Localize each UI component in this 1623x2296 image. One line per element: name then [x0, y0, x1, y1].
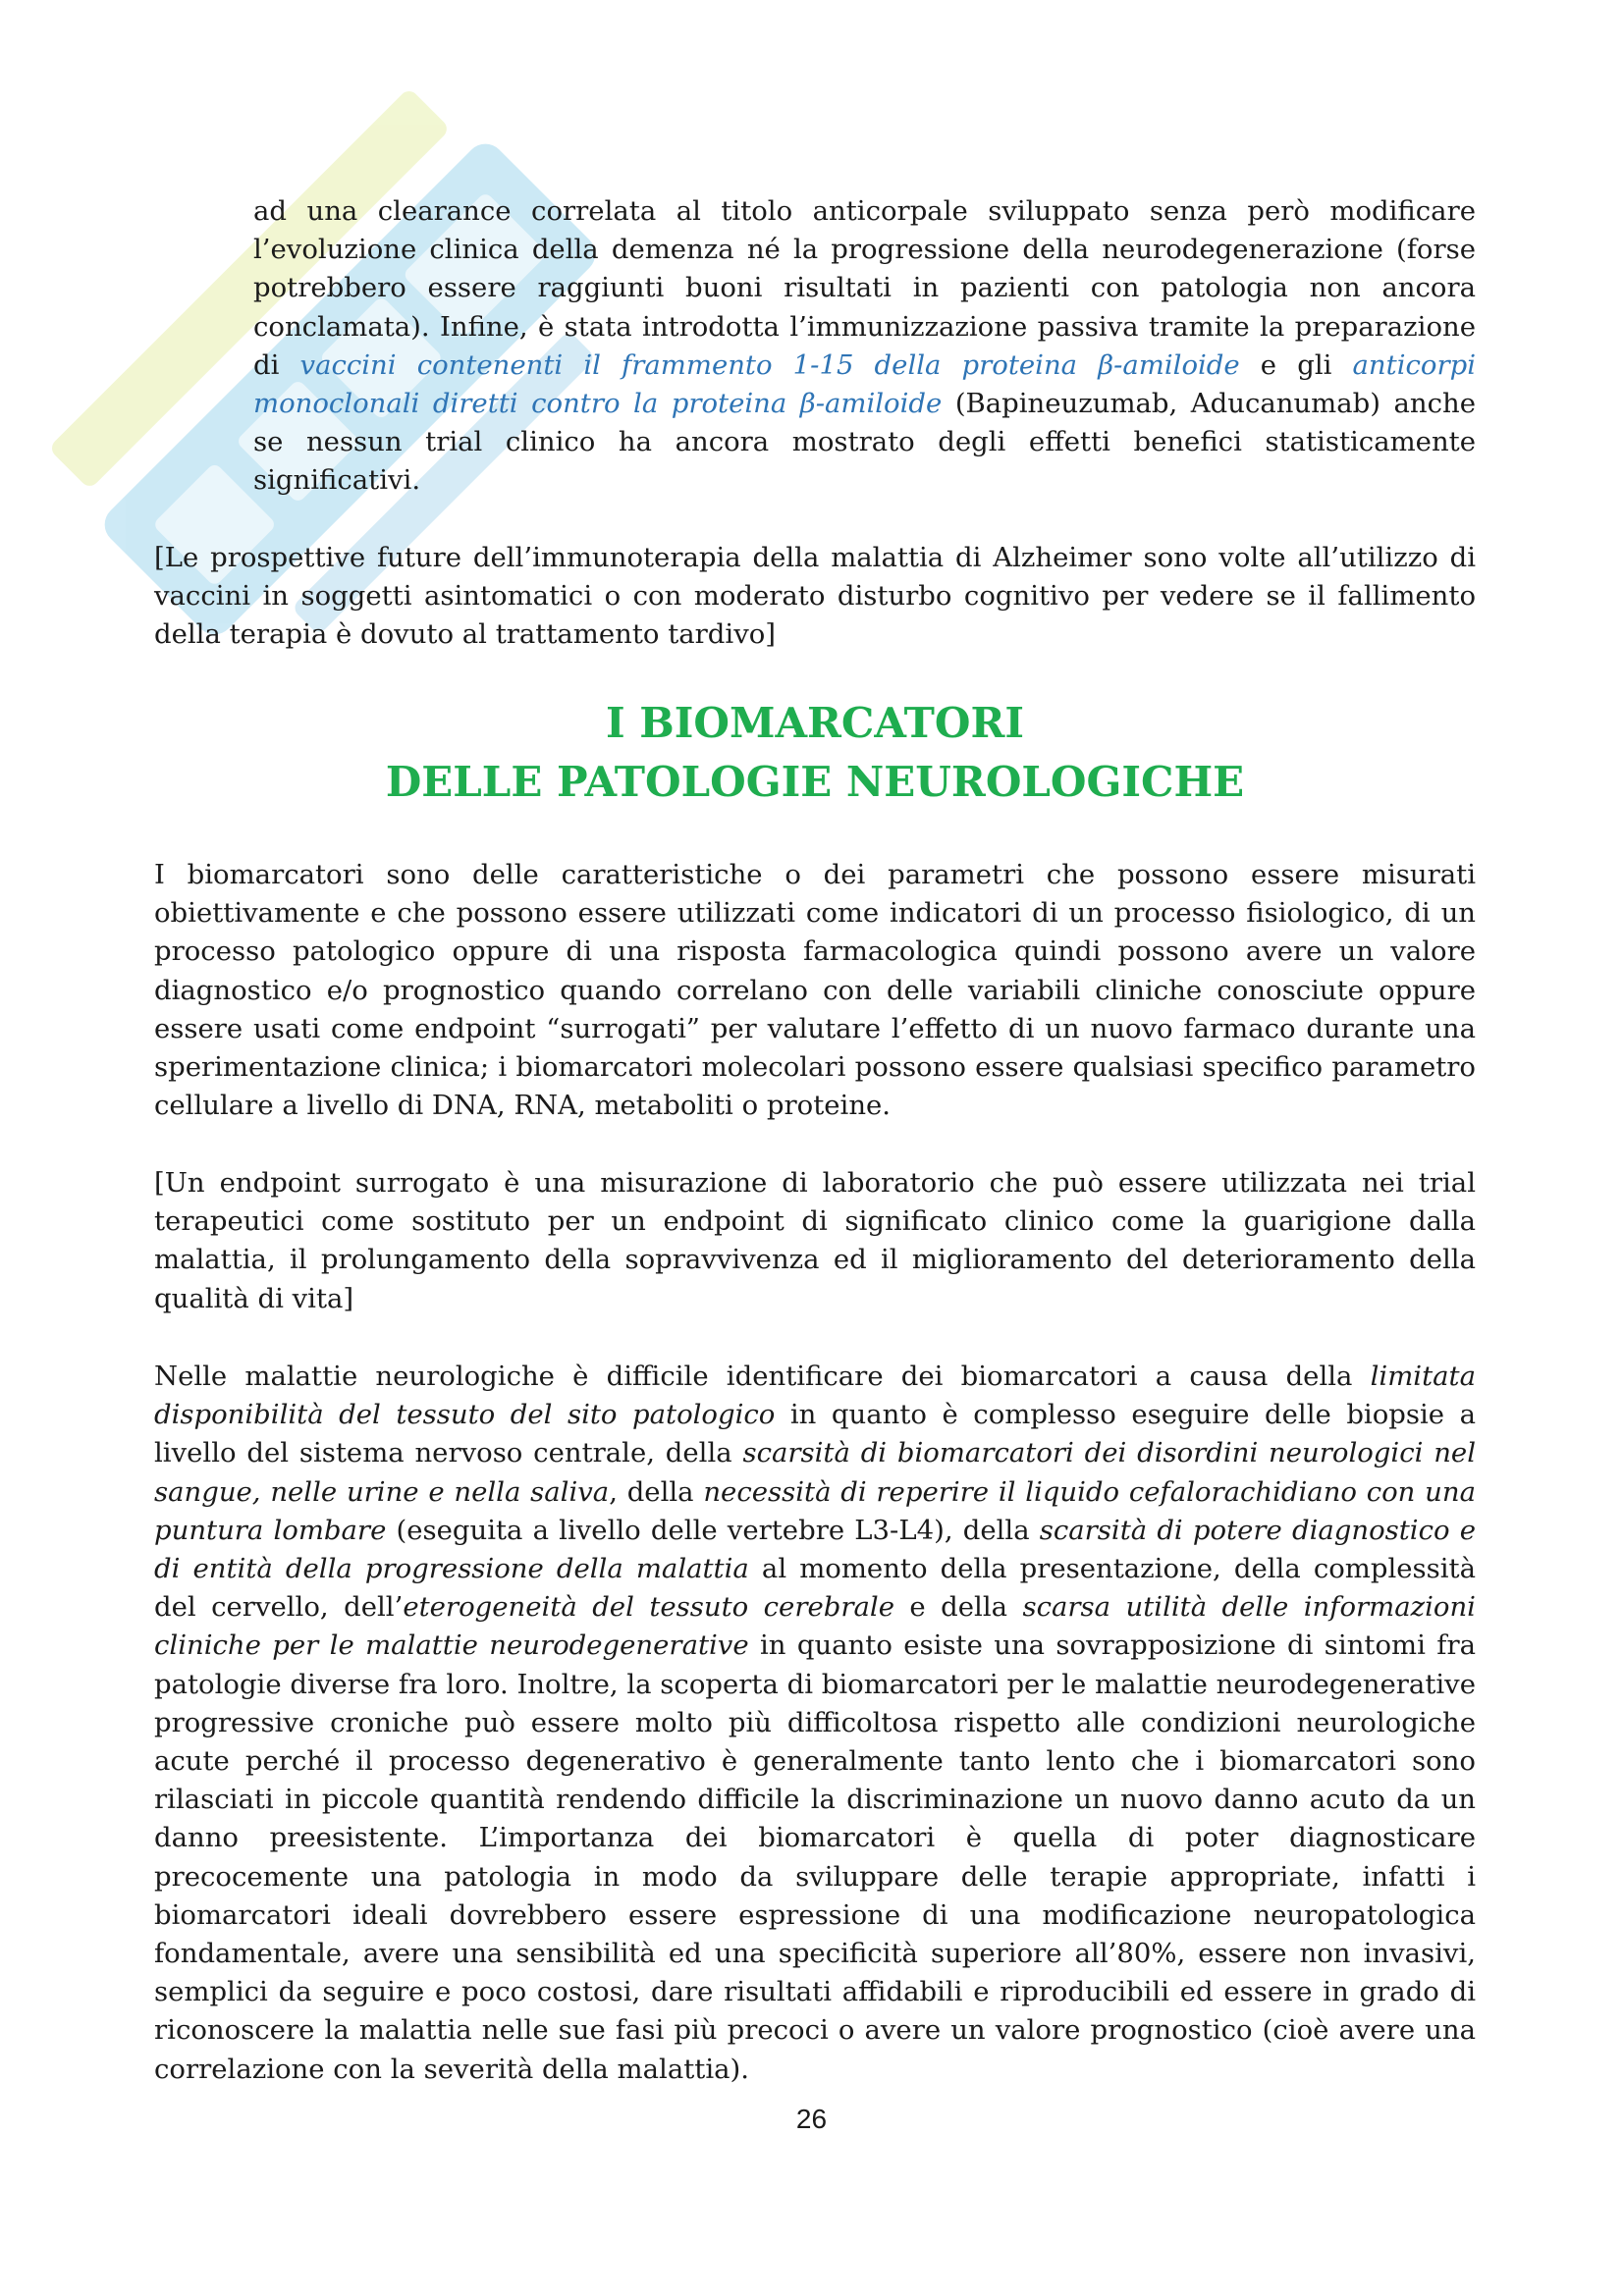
italic-run: scarsità di potere diagnostico e di entità della progressione della malattia — [154, 1514, 1476, 1585]
text-run: in quanto esiste una sovrapposizione di sintomi fra patologie diverse fra loro. Inoltre, la scoperta di biomarcatori per le malattie neurodegenerative progressive croniche può essere molto più difficoltosa rispetto alle condizioni neurologiche acute perché il processo degenerativo è generalmente tanto lento che i biomarcatori sono rilasciati in piccole quantità rendendo difficile la discriminazione un nuovo danno acuto da un danno preesistente. L’importanza dei biomarcatori è quella di poter diagnosticare precocemente una patologia in modo da sviluppare delle terapie appropriate, infatti i biomarcatori ideali dovrebbero essere espressione di una modificazione neuropatologica fondamentale, avere una sensibilità ed una specificità superiore all’80%, essere non invasivi, semplici da seguire e poco costosi, dare risultati affidabili e riproducibili ed essere in grado di riconoscere la malattia nelle sue fasi più precoci o avere un valore prognostico (cioè avere una correlazione con la severità della malattia). — [154, 1629, 1476, 2085]
italic-run: limitata disponibilità del tessuto del sito patologico — [154, 1361, 1476, 1431]
text-run: Nelle malattie neurologiche è difficile identificare dei biomarcatori a causa della — [154, 1361, 1371, 1392]
highlight-vaccines: vaccini contenenti il frammento 1-15 della proteina β-amiloide — [299, 348, 1240, 381]
italic-run: scarsa utilità delle informazioni cliniche per le malattie neurodegenerative — [154, 1591, 1476, 1662]
paragraph-biomarkers-definition: I biomarcatori sono delle caratteristiche o dei parametri che possono essere misurati obiettivamente e che possono essere utilizzati come indicatori di un processo fisiologico, di un processo patologico oppure di una risposta farmacologica quindi possono avere un valore diagnostico e/o prognostico quando correlano con delle variabili cliniche conosciute oppure essere usati come endpoint “surrogati” per valutare l’effetto di un nuovo farmaco durante una sperimentazione clinica; i biomarcatori molecolari possono essere qualsiasi specifico parametro cellulare a livello di DNA, RNA, metaboliti o proteine. — [154, 859, 1476, 1122]
text-run: e gli — [1239, 348, 1353, 381]
text-run: al momento della presentazione, della complessità del cervello, dell’ — [154, 1553, 1476, 1624]
paragraph-immunization — [253, 192, 1476, 501]
paragraph-neurological-biomarkers — [154, 1358, 1476, 2089]
section-title-line1: I BIOMARCATORI — [605, 699, 1025, 747]
text-run: (Bapineuzumab, Aducanumab) anche se nessun trial clinico ha ancora mostrato degli effetti benefici statisticamente significativi. — [253, 388, 1476, 497]
text-run: , della — [609, 1475, 704, 1508]
highlight-antibodies: anticorpi monoclonali diretti contro la proteina β-amiloide — [253, 348, 1476, 420]
italic-run: eterogeneità del tessuto cerebrale — [403, 1591, 894, 1624]
paragraph-future-prospects: [Le prospettive future dell’immunoterapia della malattia di Alzheimer sono volte all’utilizzo di vaccini in soggetti asintomatici o con moderato disturbo cognitivo per vedere se il fallimento della terapia è dovuto al trattamento tardivo] — [154, 542, 1476, 651]
italic-run: necessità di reperire il liquido cefalorachidiano con una puntura lombare — [154, 1475, 1476, 1546]
text-run: e della — [893, 1591, 1023, 1624]
italic-run: scarsità di biomarcatori dei disordini neurologici nel sangue, nelle urine e nella saliva — [154, 1437, 1476, 1508]
section-title-line2: DELLE PATOLOGIE NEUROLOGICHE — [385, 758, 1245, 806]
paragraph-surrogate-endpoint: [Un endpoint surrogato è una misurazione di laboratorio che può essere utilizzata nei trial terapeutici come sostituto per un endpoint di significato clinico come la guarigione dalla malattia, il prolungamento della sopravvivenza ed il miglioramento del deterioramento della qualità di vita] — [154, 1167, 1476, 1314]
page-number: 26 — [795, 2104, 828, 2134]
text-run: ad una clearance correlata al titolo anticorpale sviluppato senza però modificare l’evoluzione clinica della demenza né la progressione della neurodegenerazione (forse potrebbero essere raggiunti buoni risultati in pazienti con patologia non ancora conclamata). Infine, è stata introdotta l’immunizzazione passiva tramite la preparazione di — [253, 195, 1476, 381]
text-run: in quanto è complesso eseguire delle biopsie a livello del sistema nervoso centrale, della — [154, 1399, 1476, 1469]
text-run: (eseguita a livello delle vertebre L3-L4), della — [386, 1514, 1040, 1546]
